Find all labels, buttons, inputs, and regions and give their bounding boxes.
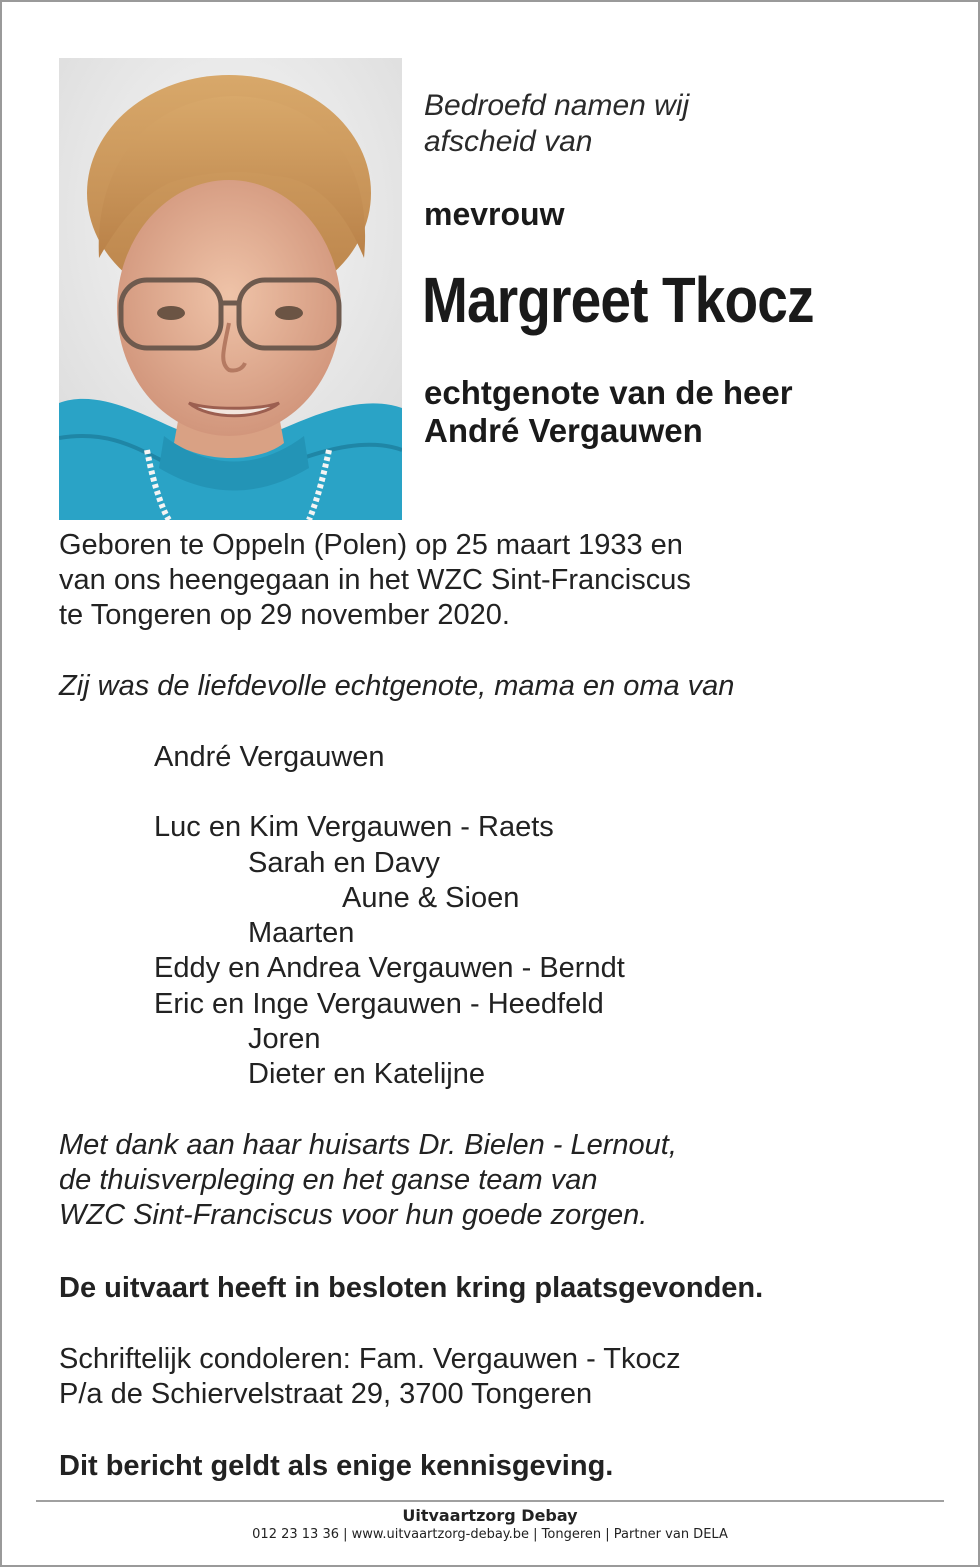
relative-item: Joren — [248, 1023, 321, 1056]
thanks-line: Met dank aan haar huisarts Dr. Bielen - Lernout, — [59, 1129, 677, 1161]
relative-item: Eric en Inge Vergauwen - Heedfeld — [154, 987, 604, 1020]
spouse-line: echtgenote van de heer — [424, 374, 793, 411]
condolence-address — [59, 1342, 939, 1412]
intro-text — [424, 88, 944, 160]
birth-death-statement — [59, 528, 939, 633]
relative-item: Aune & Sioen — [342, 881, 520, 914]
condolence-line: Schriftelijk condoleren: Fam. Vergauwen - Tkocz — [59, 1343, 681, 1375]
funeral-home-contact: 012 23 13 36 | www.uitvaartzorg-debay.be | Tongeren | Partner van DELA — [252, 1527, 728, 1542]
notice-statement — [59, 1449, 939, 1484]
relative-item: Sarah en Davy — [248, 846, 440, 879]
funeral-statement — [59, 1271, 939, 1306]
spouse-statement — [424, 374, 793, 450]
relative-item: Eddy en Andrea Vergauwen - Berndt — [154, 952, 625, 985]
relatives-intro — [59, 669, 939, 704]
spouse-line: André Vergauwen — [424, 412, 703, 449]
relative-item: Maarten — [248, 917, 355, 950]
condolence-line: P/a de Schiervelstraat 29, 3700 Tongeren — [59, 1378, 593, 1410]
thanks-line: de thuisverpleging en het ganse team van — [59, 1164, 598, 1196]
footer-divider — [36, 1500, 944, 1502]
relative-item: Luc en Kim Vergauwen - Raets — [154, 811, 554, 844]
relative-item: Dieter en Katelijne — [248, 1058, 485, 1091]
intro-line: afscheid van — [424, 125, 593, 158]
intro-line: Bedroefd namen wij — [424, 89, 690, 122]
portrait-photo — [59, 58, 402, 520]
relatives-list — [0, 740, 900, 1093]
deceased-name: Margreet Tkocz — [422, 264, 814, 336]
thanks-line: WZC Sint-Franciscus voor hun goede zorgen. — [59, 1199, 648, 1231]
funeral-line: De uitvaart heeft in besloten kring plaatsgevonden. — [59, 1272, 764, 1304]
thanks-statement — [59, 1128, 939, 1233]
salutation: mevrouw — [424, 196, 565, 232]
birth-line: van ons heengegaan in het WZC Sint-Franciscus — [59, 564, 691, 596]
relatives-intro-line: Zij was de liefdevolle echtgenote, mama en oma van — [59, 670, 735, 702]
birth-line: te Tongeren op 29 november 2020. — [59, 599, 510, 631]
funeral-home-name: Uitvaartzorg Debay — [402, 1506, 578, 1525]
relative-item: André Vergauwen — [154, 741, 385, 773]
birth-line: Geboren te Oppeln (Polen) op 25 maart 1933 en — [59, 529, 683, 561]
notice-line: Dit bericht geldt als enige kennisgeving. — [59, 1450, 614, 1482]
